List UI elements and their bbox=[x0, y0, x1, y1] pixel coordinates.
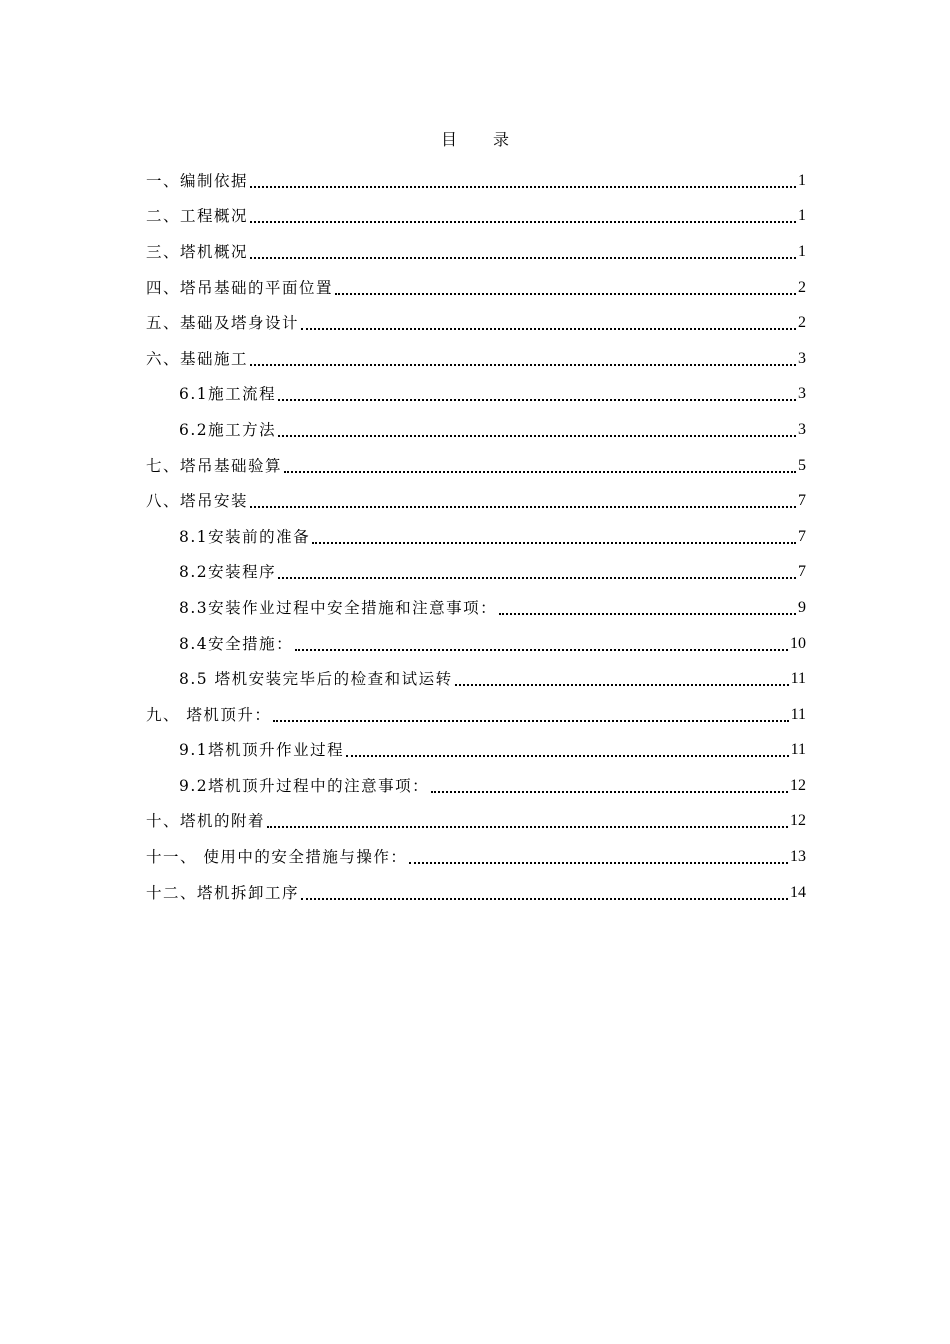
toc-entry-label: 九、 塔机顶升： bbox=[146, 705, 272, 724]
toc-entry-page-number: 13 bbox=[790, 848, 806, 866]
toc-entry[interactable] bbox=[146, 697, 806, 733]
toc-dot-leader bbox=[295, 649, 788, 651]
toc-entry-page-number: 3 bbox=[798, 385, 806, 403]
toc-entry-label: 8.4安全措施： bbox=[179, 634, 294, 653]
toc-dot-leader bbox=[301, 898, 788, 900]
toc-entry-label: 八、塔吊安装 bbox=[146, 492, 249, 511]
toc-dot-leader bbox=[346, 755, 788, 757]
toc-entry[interactable] bbox=[146, 804, 806, 840]
toc-entry[interactable] bbox=[146, 377, 806, 413]
toc-entry[interactable] bbox=[146, 483, 806, 519]
toc-entry-page-number: 7 bbox=[798, 492, 806, 510]
toc-entry-label: 9.1塔机顶升作业过程 bbox=[179, 741, 345, 760]
toc-title-char-1: 目 bbox=[440, 130, 457, 149]
toc-entry[interactable] bbox=[146, 839, 806, 875]
toc-dot-leader bbox=[250, 506, 796, 508]
toc-entry-label: 8.3安装作业过程中安全措施和注意事项： bbox=[179, 598, 498, 617]
toc-entry-label: 二、工程概况 bbox=[146, 207, 249, 226]
toc-dot-leader bbox=[278, 399, 796, 401]
toc-dot-leader bbox=[431, 791, 788, 793]
toc-entry-page-number: 2 bbox=[798, 278, 806, 296]
toc-entry-page-number: 1 bbox=[798, 171, 806, 189]
toc-entry-page-number: 2 bbox=[798, 314, 806, 332]
toc-dot-leader bbox=[284, 471, 796, 473]
toc-entry[interactable] bbox=[146, 768, 806, 804]
toc-dot-leader bbox=[250, 257, 796, 259]
toc-entry-label: 五、基础及塔身设计 bbox=[146, 314, 300, 333]
toc-title bbox=[0, 128, 950, 152]
toc-entry-label: 四、塔吊基础的平面位置 bbox=[146, 278, 334, 297]
toc-entry-page-number: 14 bbox=[790, 883, 806, 901]
toc-entry-label: 8.1安装前的准备 bbox=[179, 527, 311, 546]
toc-entry[interactable] bbox=[146, 305, 806, 341]
toc-entry-label: 8.5 塔机安装完毕后的检查和试运转 bbox=[179, 670, 453, 689]
toc-entry[interactable] bbox=[146, 661, 806, 697]
toc-entry[interactable] bbox=[146, 590, 806, 626]
toc-entry-label: 七、塔吊基础验算 bbox=[146, 456, 283, 475]
toc-entry-label: 6.2施工方法 bbox=[179, 420, 277, 439]
toc-entry-page-number: 11 bbox=[790, 705, 806, 723]
toc-dot-leader bbox=[409, 862, 788, 864]
toc-entry-label: 十二、塔机拆卸工序 bbox=[146, 883, 300, 902]
toc-dot-leader bbox=[250, 221, 796, 223]
toc-entry-page-number: 5 bbox=[798, 456, 806, 474]
toc-entry[interactable] bbox=[146, 555, 806, 591]
toc-dot-leader bbox=[267, 826, 788, 828]
toc-entry-page-number: 3 bbox=[798, 349, 806, 367]
toc-dot-leader bbox=[301, 328, 796, 330]
toc-entry[interactable] bbox=[146, 448, 806, 484]
toc-dot-leader bbox=[499, 613, 796, 615]
toc-entry-label: 6.1施工流程 bbox=[179, 385, 277, 404]
toc-entry-page-number: 12 bbox=[790, 776, 806, 794]
toc-dot-leader bbox=[250, 364, 796, 366]
toc-entry[interactable] bbox=[146, 875, 806, 911]
table-of-contents bbox=[146, 163, 806, 910]
toc-entry-label: 十、塔机的附着 bbox=[146, 812, 266, 831]
toc-entry-page-number: 10 bbox=[790, 634, 806, 652]
toc-entry[interactable] bbox=[146, 234, 806, 270]
toc-dot-leader bbox=[250, 186, 796, 188]
toc-dot-leader bbox=[278, 577, 796, 579]
toc-entry-label: 8.2安装程序 bbox=[179, 563, 277, 582]
toc-entry[interactable] bbox=[146, 412, 806, 448]
toc-entry[interactable] bbox=[146, 199, 806, 235]
toc-entry-page-number: 9 bbox=[798, 598, 806, 616]
toc-entry-page-number: 12 bbox=[790, 812, 806, 830]
toc-dot-leader bbox=[455, 684, 789, 686]
toc-entry-page-number: 7 bbox=[798, 527, 806, 545]
toc-entry-page-number: 1 bbox=[798, 242, 806, 260]
toc-entry-page-number: 11 bbox=[790, 670, 806, 688]
toc-dot-leader bbox=[273, 720, 788, 722]
toc-title-char-2: 录 bbox=[493, 130, 510, 149]
toc-entry-page-number: 11 bbox=[790, 741, 806, 759]
toc-entry[interactable] bbox=[146, 341, 806, 377]
toc-entry[interactable] bbox=[146, 733, 806, 769]
toc-entry-page-number: 3 bbox=[798, 420, 806, 438]
toc-dot-leader bbox=[312, 542, 796, 544]
toc-dot-leader bbox=[335, 293, 796, 295]
toc-entry-label: 三、塔机概况 bbox=[146, 242, 249, 261]
toc-entry-page-number: 7 bbox=[798, 563, 806, 581]
toc-entry[interactable] bbox=[146, 163, 806, 199]
toc-entry[interactable] bbox=[146, 270, 806, 306]
toc-entry-label: 六、基础施工 bbox=[146, 349, 249, 368]
toc-entry-page-number: 1 bbox=[798, 207, 806, 225]
toc-entry-label: 一、编制依据 bbox=[146, 171, 249, 190]
toc-dot-leader bbox=[278, 435, 796, 437]
toc-entry[interactable] bbox=[146, 626, 806, 662]
toc-entry-label: 9.2塔机顶升过程中的注意事项： bbox=[179, 776, 430, 795]
toc-entry-label: 十一、 使用中的安全措施与操作： bbox=[146, 848, 408, 867]
toc-entry[interactable] bbox=[146, 519, 806, 555]
